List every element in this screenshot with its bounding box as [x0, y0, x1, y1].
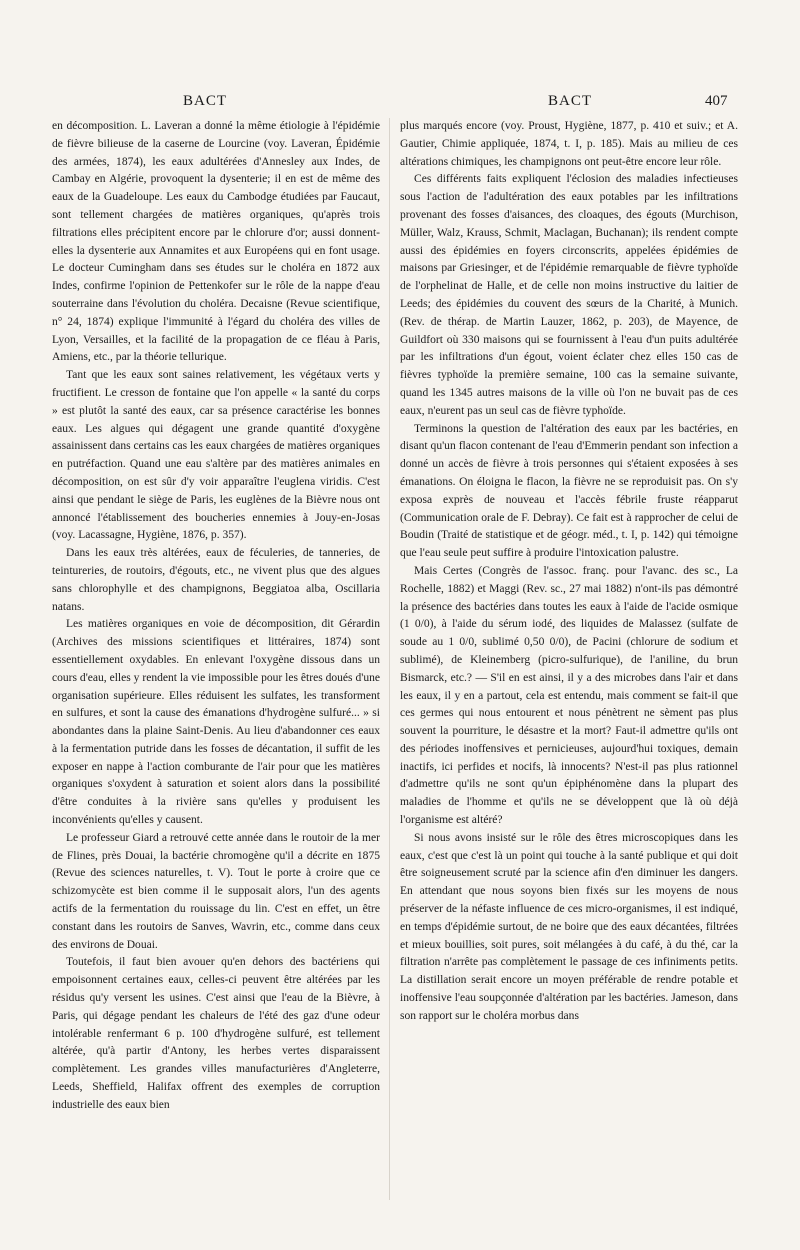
paragraph: Mais Certes (Congrès de l'assoc. franç. pour l'avanc. des sc., La Rochelle, 1882) et Maggi (Rev. sc., 27 mai 1882) n'ont-ils pas démontré la présence des bactéries dans toutes les eaux à l'aide de l'acide osmique (1 0/0), à l'aide du sérum iodé, des liquides de Malassez (sulfate de soude au 1 0/0, sublimé 0,50 0/0), de Pacini (chlorure de sodium et sublimé), de Kleinemberg (picro-sulfurique), de l'aniline, du brun Bismarck, etc.? — S'il en est ainsi, il y a des microbes dans l'air et dans les eaux, il y en a partout, cela est entendu, mais comment se fait-il que ces germes qui nous entourent et nous pénètrent ne sèment pas plus souvent la pourriture, le désastre et la mort? Faut-il admettre qu'ils ont des périodes inoffensives et pernicieuses, aujourd'hui toxiques, demain inactifs, ici perfides et nocifs, là innocents? N'est-il pas plus rationnel d'admettre qu'ils ne sont qu'un épiphénomène dans la plupart des maladies de l'homme et qu'ils ne se développent que là où déjà l'organisme est altéré?	[400, 564, 738, 827]
running-head-left: BACT	[183, 93, 228, 109]
paragraph: Ces différents faits expliquent l'éclosion des maladies infectieuses sous l'action de l'adultération des eaux potables par les infiltrations provenant des fosses d'aisances, des cloaques, des égouts (Murchison, Müller, Walz, Krauss, Schmit, Maclagan, Buchanan); ils rendent compte aussi des épidémies en foyers circonscrits, appelées épidémies de maisons par Griesinger, et de l'épidémie remarquable de fièvre typhoïde de l'orphelinat de Halle, et de celle non moins instructive du laitier de Leeds; des épidémies du couvent des sœurs de la Charité, à Munich. (Rev. de thérap. de Martin Lauzer, 1862, p. 203), de Mayence, de Guildfort où 330 maisons qui se fournissent à l'eau d'un puits adultérée par les infiltrations d'un égout, voient éclater chez elles 150 cas de fièvres typhoïde la première semaine, 100 cas la semaine suivante, quand les 1345 autres maisons de la ville où l'on ne buvait pas de ces eaux, n'eurent pas un seul cas de fièvre typhoïde.	[400, 173, 738, 417]
column-divider	[389, 118, 390, 1200]
right-text-column	[400, 118, 738, 1026]
paragraph: Les matières organiques en voie de décomposition, dit Gérardin (Archives des missions scientifiques et littéraires, 1874) sont essentiellement oxydables. En enlevant l'oxygène dissous dans un cours d'eau, elles y rendent la vie impossible pour les êtres doués d'une organisation supérieure. Elles réduisent les sulfates, les transforment en sulfures, et sont la cause des émanations d'hydrogène sulfuré... » si abondantes dans la plaine Saint-Denis. Au lieu d'abandonner ces eaux à la fermentation putride dans les fosses de décantation, il suffit de les exposer en nappe à l'action comburante de l'air pour que les matières organiques s'oxydent à saturation et soient alors dans la possibilité d'être conduites à la rivière sans qu'elles y produisent les inconvénients qu'elles y causent.	[52, 618, 380, 827]
left-text-column	[52, 118, 380, 1115]
paragraph: Le professeur Giard a retrouvé cette année dans le routoir de la mer de Flines, près Douai, la bactérie chromogène qu'il a décrite en 1875 (Revue des sciences naturelles, t. V). Tout le porte à croire que ce schizomycète est bien comme il le supposait alors, l'un des agents actifs de la fermentation du rouissage du lin. C'est en effet, un être constant dans les routoirs de Sanves, Wavrin, etc., comme dans ceux des environs de Douai.	[52, 831, 380, 951]
paragraph: Dans les eaux très altérées, eaux de féculeries, de tanneries, de teintureries, de routoirs, d'égouts, etc., ne vivent plus que des algues sans chlorophylle et des champignons, Beggiatoa alba, Oscillaria natans.	[52, 547, 380, 613]
running-head-right: BACT	[548, 93, 593, 109]
paragraph: Tant que les eaux sont saines relativement, les végétaux verts y fructifient. Le cresson de fontaine que l'on appelle « la santé du corps » est plutôt la santé des eaux, car sa présence caractérise les bonnes eaux. Les algues qui dégagent une grande quantité d'oxygène assainissent dans certains cas les eaux chargées de matières organiques en putréfaction. Quand une eau s'altère par des matières animales en décomposition, on est sûr d'y voir apparaître l'euglena viridis. C'est ainsi que pendant le siège de Paris, les euglènes de la Bièvre nous ont annoncé l'établissement des boucheries ennemies à Jouy-en-Josas (voy. Lacassagne, Hygiène, 1876, p. 357).	[52, 369, 380, 542]
paragraph: plus marqués encore (voy. Proust, Hygiène, 1877, p. 410 et suiv.; et A. Gautier, Chimie appliquée, 1874, t. I, p. 185). Mais au milieu de ces altérations chimiques, les champignons ont peut-être encore leur rôle.	[400, 120, 738, 168]
page-number: 407	[705, 93, 728, 109]
paragraph: Terminons la question de l'altération des eaux par les bactéries, en disant qu'un flacon contenant de l'eau d'Emmerin pendant son infection a donné un accès de fièvre à trois personnes qui s'étaient exposées à ses émanations. On éloigna le flacon, la fièvre ne se reproduisit pas. On s'y exposa exprès de nouveau et l'accès fébrile fruste réapparut (Communication orale de F. Debray). Ce fait est à rapprocher de celui de Boudin (Traité de statistique et de géogr. méd., t. I, p. 142) qui témoigne que l'eau seule peut suffire à produire l'intoxication palustre.	[400, 422, 738, 560]
paragraph: en décomposition. L. Laveran a donné la même étiologie à l'épidémie de fièvre bilieuse de la caserne de Lourcine (voy. Laveran, Épidémie des armées, 1874), les eaux adultérées d'Annesley aux Indes, de Cambay en Algérie, provoquent la dysenterie; il en est de même des eaux de la Guadeloupe. Les eaux du Cambodge étudiées par Faucaut, sont tellement chargées de matières organiques, qu'après trois filtrations elles précipitent encore par le chlorure d'or; aussi donnent-elles la dysenterie aux Annamites et aux Européens qui en font usage. Le docteur Cumingham dans ses études sur le choléra en 1872 aux Indes, confirme l'opinion de Pettenkofer sur le rôle de la nappe d'eau souterraine dans l'évolution du choléra. Decaisne (Revue scientifique, n° 24, 1874) explique l'immunité à l'égard du choléra des villes de Lyon, Versailles, et la facilité de la propagation de ce fléau à Paris, Amiens, etc., par la théorie tellurique.	[52, 120, 380, 364]
paragraph: Si nous avons insisté sur le rôle des êtres microscopiques dans les eaux, c'est que c'est là un point qui touche à la santé publique et qui doit être soigneusement scruté par la science afin d'en diminuer les dangers. En attendant que nous soyons bien fixés sur les moyens de nous préserver de la néfaste influence de ces micro-organismes, il est indiqué, en temps d'épidémie surtout, de ne boire que des eaux décantées, filtrées et mieux bouillies, soit pures, soit mélangées à du café, à du thé, car la filtration n'arrête pas complètement le passage de ces infiniments petits. La distillation serait encore un moyen préférable de rendre potable et inoffensive l'eau soupçonnée d'altération par les bactéries. Jameson, dans son rapport sur le choléra morbus dans	[400, 831, 738, 1022]
paragraph: Toutefois, il faut bien avouer qu'en dehors des bactériens qui empoisonnent certaines eaux, celles-ci peuvent être altérées par les résidus qu'y versent les usines. C'est ainsi que l'eau de la Bièvre, à Paris, qui dégage pendant les chaleurs de l'été des gaz d'une odeur intolérable renfermant 6 p. 100 d'hydrogène sulfuré, est tellement altérée, qu'à partir d'Antony, les herbes vertes disparaissent complètement. Les grandes villes manufacturières d'Angleterre, Leeds, Sheffield, Halifax offrent des exemples de corruption industrielle des eaux bien	[52, 956, 380, 1111]
